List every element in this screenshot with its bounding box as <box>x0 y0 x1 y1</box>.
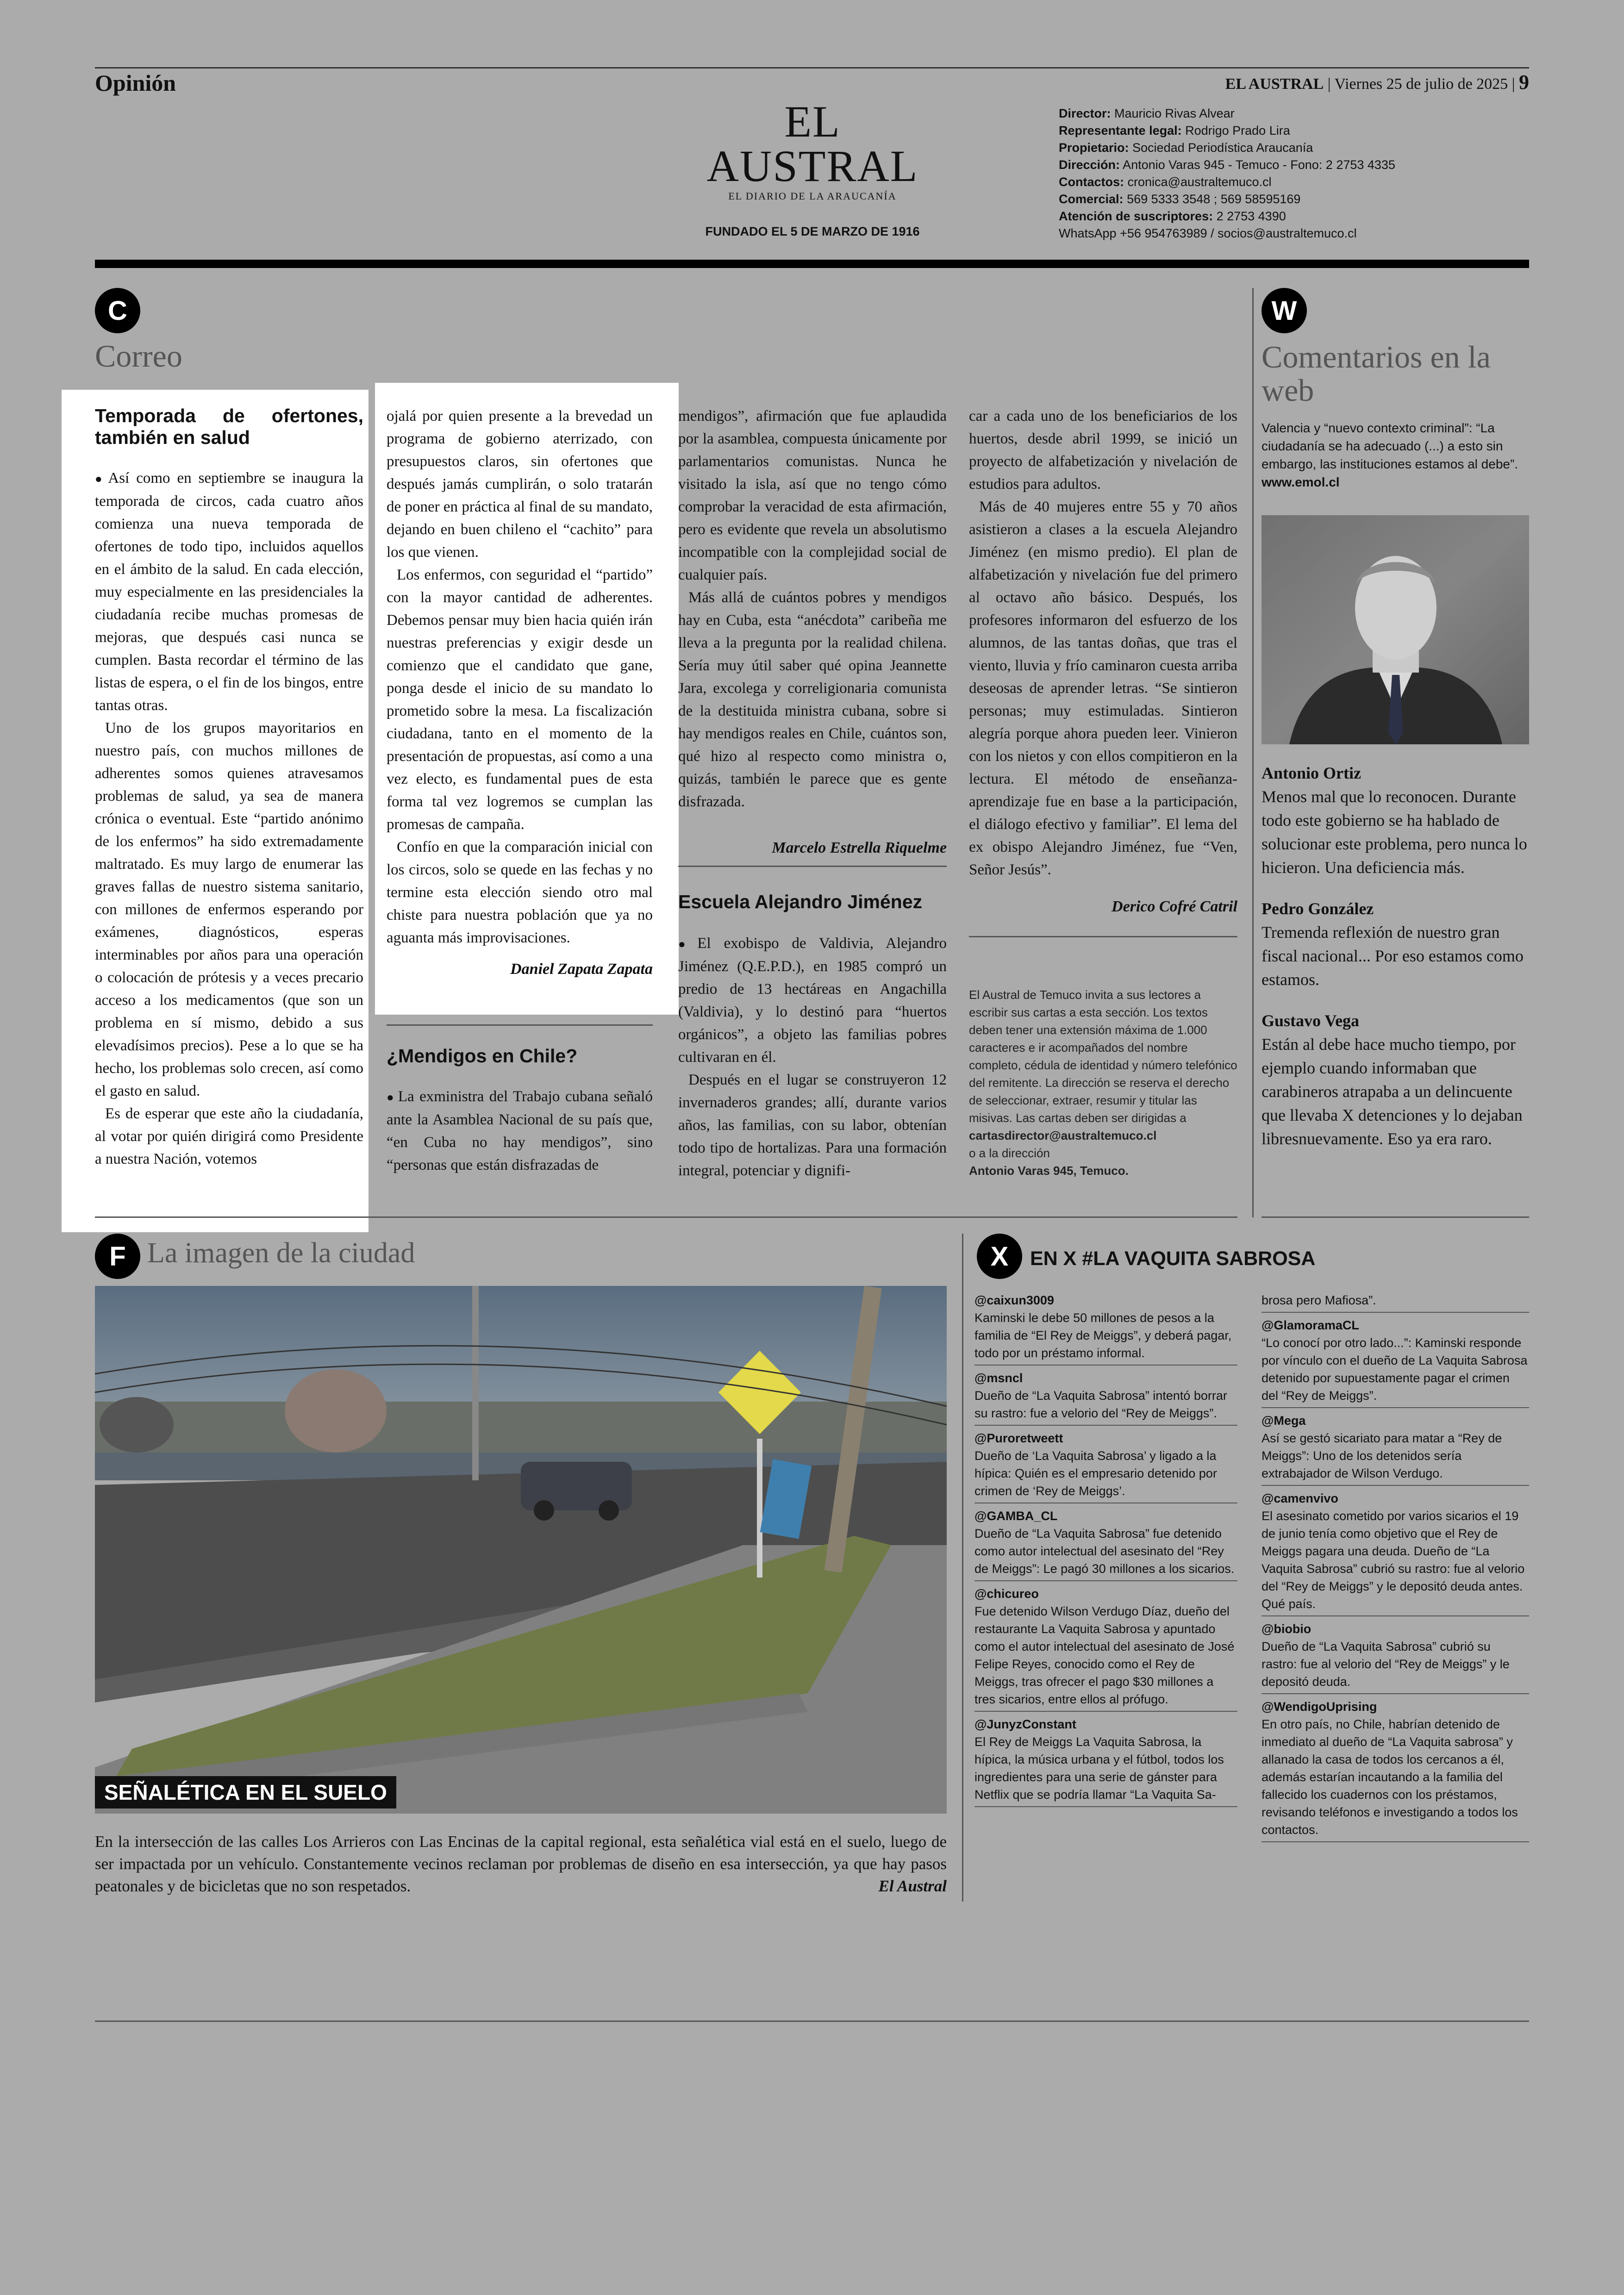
letter2-p1: ● La exministra del Trabajo cubana señaló ante la Asamblea Nacional de su país que, “en Cuba no hay mendigos”, sino “personas que están disfrazadas de <box>387 1085 653 1177</box>
tweet-handle: @WendigoUprising <box>1262 1700 1377 1714</box>
staff-line <box>1059 156 1395 174</box>
letter2-p3: Más allá de cuántos pobres y mendigos hay en Cuba, esta “anécdota” caribeña me lleva a la pregunta por la realidad chilena. Sería muy útil saber qué opina Jeannette Jara, excolega y correligionaria comunista de la destituida ministra cubana, sobre si hay mendigos reales en Chile, cuántos son, qué hizo al respecto como ministra o, quizás, también le parece que es gente disfrazada. <box>678 589 947 810</box>
x-tweets-left <box>974 1291 1237 1811</box>
tweet <box>1262 1291 1529 1313</box>
web-comment-text: Están al debe hace mucho tiempo, por ejemplo cuando informaban que carabineros atrapaba a un delincuente que llevaba X detenciones y lo dejaban libresnuevamente. Eso ya era raro. <box>1262 1035 1523 1148</box>
tweet-text: Dueño de “La Vaquita Sabrosa” cubrió su rastro: fue al velorio del “Rey de Meiggs” y le depositó deuda. <box>1262 1640 1510 1689</box>
page-number: 9 <box>1519 71 1529 94</box>
tweet <box>974 1507 1237 1581</box>
staff-label: Atención de suscriptores: <box>1059 209 1213 223</box>
letter1-p4: ojalá por quien presente a la brevedad un programa de gobierno aterrizado, con presupuestos claros, sin ofertones que después jamás cumplirán, o solo tratarán de poner en práctica al final de su mandato, dejando en buen chileno el “cachito” para los que vienen. <box>387 408 653 561</box>
staff-line <box>1059 139 1395 156</box>
issue-line: EL AUSTRAL | Viernes 25 de julio de 2025 | 9 <box>1225 71 1529 94</box>
photo-tag: SEÑALÉTICA EN EL SUELO <box>95 1776 396 1809</box>
col4-rule <box>969 936 1237 937</box>
web-source: www.emol.cl <box>1262 475 1340 489</box>
staff-value: 569 5333 3548 ; 569 58595169 <box>1123 192 1301 206</box>
letter1-p5: Los enfermos, con seguridad el “partido” con la mayor cantidad de adherentes. Debemos pensar muy bien hacia quién irán nuestras preferencias y exigir desde un comienzo que el candidato que gane, ponga desde el inicio de su mandato lo prometido sobre la mesa. La fiscalización ciudadana, tanto en el momento de la presentación de propuestas, así como a una vez electo, es fundamental pues de esta forma tal vez logremos se cumplan las promesas de campaña. <box>387 567 653 833</box>
letter1-headline: Temporada de ofertones, también en salud <box>95 405 363 448</box>
staff-value: Rodrigo Prado Lira <box>1181 124 1290 137</box>
web-title: Comentarios en la web <box>1262 339 1491 408</box>
section-rule-right <box>1262 1216 1529 1218</box>
tweet-text: Dueño de “La Vaquita Sabrosa” intentó borrar su rastro: fue a velorio del “Rey de Meiggs”. <box>974 1389 1227 1420</box>
tweet-handle: @biobio <box>1262 1622 1312 1636</box>
tweet-handle: @JunyzConstant <box>974 1717 1076 1731</box>
tweet-text: Dueño de ‘La Vaquita Sabrosa’ y ligado a la hípica: Quién es el empresario detenido por crimen de ‘Rey de Meiggs’. <box>974 1449 1217 1498</box>
letter2-headline: ¿Mendigos en Chile? <box>387 1045 578 1066</box>
web-intro-text: Valencia y “nuevo contexto criminal”: “La ciudadanía se ha adecuado (...) a esto sin embargo, las instituciones estamos al debe”. <box>1262 421 1518 471</box>
web-divider <box>1252 288 1254 1217</box>
staff-box <box>1059 105 1395 242</box>
tweet <box>1262 1412 1529 1486</box>
col3-rule <box>678 866 947 867</box>
web-badge: W <box>1262 288 1307 333</box>
correo-badge: C <box>95 288 140 333</box>
web-intro <box>1262 419 1529 491</box>
x-divider <box>962 1234 963 1902</box>
staff-value: 2 2753 4390 <box>1213 209 1286 223</box>
web-comment <box>1262 897 1529 992</box>
staff-value: Mauricio Rivas Alvear <box>1111 106 1235 120</box>
staff-value: Antonio Varas 945 - Temuco - Fono: 2 2753 4335 <box>1120 158 1395 172</box>
staff-value: cronica@australtemuco.cl <box>1124 175 1272 189</box>
tweet-handle: @GlamoramaCL <box>1262 1318 1359 1332</box>
issue-date: Viernes 25 de julio de 2025 <box>1334 75 1508 93</box>
tweet-text: Fue detenido Wilson Verdugo Díaz, dueño del restaurante La Vaquita Sabrosa y apuntado como el autor intelectual del asesinato de José Felipe Reyes, conocido como el Rey de Meiggs, tras ofrecer el pago $30 millones a tres sicarios, entre ellos al prófugo. <box>974 1604 1235 1706</box>
staff-line <box>1059 122 1395 139</box>
letter3-p1: ● El exobispo de Valdivia, Alejandro Jiménez (Q.E.P.D.), en 1985 compró un predio de 13 hectáreas en Angachilla (Valdivia), y lo destinó para “huertos orgánicos”, a objeto las familias pobres cultivaran en él. <box>678 932 947 1069</box>
letter3-col3 <box>678 891 947 1182</box>
letter1-col1 <box>95 405 363 1171</box>
letter1-p2: Uno de los grupos mayoritarios en nuestro país, con muchos millones de adherentes somos quienes atravesamos problemas de salud, ya sea de manera crónica o eventual. Este “partido anónimo de los enfermos” ha sido extremadamente maltratado. Es muy largo de enumerar las graves fallas de nuestro sistema sanitario, con millones de enfermos esperando por exámenes, diagnósticos, esperas interminables por años para una operación o colocación de prótesis y a veces precario acceso a los medicamentos (que son un problema en sí mismo, debido a sus elevadísimos precios). Pese a lo que se ha hecho, los problemas solo crecen, así como el gasto en salud. <box>95 720 363 1099</box>
web-comment <box>1262 761 1529 879</box>
tweet-text: Kaminski le debe 50 millones de pesos a la familia de “El Rey de Meiggs”, y deberá pagar, todo por un préstamo informal. <box>974 1311 1232 1360</box>
letter3-col4 <box>969 405 1237 918</box>
staff-line <box>1059 225 1395 242</box>
tweet-handle: @Puroretweett <box>974 1431 1063 1445</box>
letter3-headline: Escuela Alejandro Jiménez <box>678 891 923 912</box>
letter2-signature: Marcelo Estrella Riquelme <box>772 839 947 856</box>
image-title: La imagen de la ciudad <box>147 1237 415 1269</box>
header-thick-rule <box>95 260 1529 268</box>
tweet-text: El asesinato cometido por varios sicarios el 19 de junio tenía como objetivo que el Rey de Meiggs pagara una deuda. Dueño de “La Vaquita Sabrosa” cubrió su rastro: fue al velorio del “Rey de Meiggs” y le depositó deuda antes. Qué país. <box>1262 1509 1525 1611</box>
staff-line <box>1059 208 1395 225</box>
top-rule <box>95 67 1529 69</box>
web-comment-author: Gustavo Vega <box>1262 1011 1360 1030</box>
letter1-col2 <box>387 405 653 980</box>
letter1-signature: Daniel Zapata Zapata <box>510 960 653 978</box>
photo-caption <box>95 1831 947 1897</box>
staff-label: Director: <box>1059 106 1111 120</box>
web-comment-author: Pedro González <box>1262 899 1374 918</box>
letter1-p1: ● Así como en septiembre se inaugura la temporada de circos, cada cuatro años comienza una nueva temporada de ofertones de todo tipo, incluidos aquellos en el ámbito de la salud. En cada elección, muy especialmente en las presidenciales la ciudadanía recibe muchas promesas de mejoras, que después casi nunca se cumplen. Basta recordar el término de las listas de espera, o el fin de los bingos, entre tantas otras. <box>95 467 363 717</box>
web-comment-text: Menos mal que lo reconocen. Durante todo este gobierno se ha hablado de solucionar este problema, pero nunca lo hicieron. Una deficiencia más. <box>1262 787 1527 877</box>
notice-address: Antonio Varas 945, Temuco. <box>969 1164 1129 1178</box>
x-badge: X <box>977 1234 1022 1279</box>
tweet-text: Dueño de “La Vaquita Sabrosa” fue detenido como autor intelectual del asesinato del “Rey de Meiggs”: Le pagó 30 millones a los sicarios. <box>974 1527 1235 1576</box>
footer-rule <box>95 2021 1529 2022</box>
tweet-handle: @msncl <box>974 1371 1023 1385</box>
letter3-signature: Derico Cofré Catril <box>1112 898 1237 915</box>
image-badge: F <box>95 1234 140 1279</box>
tweet <box>1262 1620 1529 1694</box>
issue-paper: EL AUSTRAL <box>1225 75 1324 93</box>
tweet <box>1262 1490 1529 1616</box>
tweet-handle: @GAMBA_CL <box>974 1509 1058 1523</box>
tweet-text: Así se gestó sicariato para matar a “Rey de Meiggs”: Uno de los detenidos sería extrabajador de Wilson Verdugo. <box>1262 1431 1502 1480</box>
letter1-p6: Confío en que la comparación inicial con los circos, solo se quede en las fechas y no termine esta elección siendo otro mal chiste para nuestra población que ya no aguanta más improvisaciones. <box>387 839 653 946</box>
street-photo <box>95 1286 947 1814</box>
staff-line <box>1059 105 1395 122</box>
founded-line: FUNDADO EL 5 DE MARZO DE 1916 <box>705 225 920 238</box>
web-comments <box>1262 761 1529 1168</box>
letter2-p2: mendigos”, afirmación que fue aplaudida por la asamblea, compuesta únicamente por parlamentarios comunistas. Nunca he visitado la isla, así que no tengo cómo comprobar la veracidad de esta afirmación, pero es evidente que revela un absolutismo incompatible con la complejidad social de cualquier país. <box>678 408 947 583</box>
caption-credit: El Austral <box>878 1877 947 1895</box>
tweet <box>1262 1316 1529 1408</box>
tweet-text: “Lo conocí por otro lado...”: Kaminski responde por vínculo con el dueño de La Vaquita Sabrosa detenido por supuestamente pagar el crimen del “Rey de Meiggs”. <box>1262 1336 1528 1403</box>
staff-label: Representante legal: <box>1059 124 1182 137</box>
staff-label: Dirección: <box>1059 158 1120 172</box>
section-rule-left <box>95 1216 1237 1218</box>
caption-text: En la intersección de las calles Los Arrieros con Las Encinas de la capital regional, esta señalética vial está en el suelo, luego de ser impactada por un vehículo. Constantemente vecinos reclaman por problemas de diseño en esa intersección, ya que hay pasos peatonales y de bicicletas que no son respetados. <box>95 1833 947 1895</box>
staff-line <box>1059 191 1395 208</box>
correo-title: Correo <box>95 338 182 374</box>
tweet-text: En otro país, no Chile, habrían detenido de inmediato al dueño de “La Vaquita sabrosa” y allanado la casa de todos los cercanos a él, además estarían incautando a la familia del fallecido los cuadernos con los préstamos, revisando teléfonos e investigando a todos los contactos. <box>1262 1717 1518 1837</box>
masthead-name: EL AUSTRAL <box>706 97 918 191</box>
tweet <box>974 1369 1237 1426</box>
staff-value: Sociedad Periodística Araucanía <box>1129 141 1313 155</box>
tweet <box>1262 1698 1529 1842</box>
staff-label: Propietario: <box>1059 141 1129 155</box>
letter3-p4: Más de 40 mujeres entre 55 y 70 años asistieron a clases a la escuela Alejandro Jiménez (en mismo predio). El plan de alfabetización y nivelación fue del primero al octavo año básico. Después, los profesores informaron del esfuerzo de los alumnos, de las tantas doñas, que tras el viento, lluvia y frío caminaron cuesta arriba deseosas de aprender letras. “Se sintieron personas; muy estimuladas. Sintieron alegría porque ahora pueden leer. Vinieron con los nietos y con ellos compitieron en la lectura. El método de enseñanza-aprendizaje fue en base a la participación, el diálogo efectivo y familiar”. El lema del ex obispo Alejandro Jiménez, fue “Ven, Señor Jesús”. <box>969 499 1237 878</box>
letter1-p3: Es de esperar que este año la ciudadanía, al votar por quién dirigirá como Presidente a nuestra Nación, votemos <box>95 1105 363 1167</box>
notice-text: El Austral de Temuco invita a sus lectores a escribir sus cartas a esta sección. Los textos deben tener una extensión máxima de 1.000 caracteres e ir acompañados del nombre completo, cédula de identidad y número telefónico del remitente. La dirección se reserva el derecho de seleccionar, extraer, resumir y titular las misivas. Las cartas deben ser dirigidas a <box>969 988 1237 1125</box>
x-tweets-right <box>1262 1291 1529 1846</box>
tweet-handle: @caixun3009 <box>974 1293 1054 1307</box>
web-comment-text: Tremenda reflexión de nuestro gran fiscal nacional... Por eso estamos como estamos. <box>1262 923 1524 989</box>
notice-email: cartasdirector@australtemuco.cl <box>969 1129 1157 1142</box>
tweet-text: brosa pero Mafiosa”. <box>1262 1293 1376 1307</box>
masthead-tagline: EL DIARIO DE LA ARAUCANÍA <box>728 190 897 202</box>
staff-label: Comercial: <box>1059 192 1124 206</box>
tweet <box>974 1429 1237 1503</box>
notice-or: o a la dirección <box>969 1146 1050 1160</box>
letter2-col3 <box>678 405 947 859</box>
masthead <box>697 97 928 239</box>
letter3-p2: Después en el lugar se construyeron 12 invernaderos grandes; allí, durante varios años, las familias, con su labor, obtenían todo tipo de hortalizas. Para una formación integral, potenciar y dignifi- <box>678 1072 947 1179</box>
letter3-p3: car a cada uno de los beneficiarios de los huertos, desde abril 1999, se inició un proyecto de alfabetización y nivelación de estudios para adultos. <box>969 408 1237 493</box>
x-title: EN X #LA VAQUITA SABROSA <box>1030 1247 1316 1270</box>
tweet-handle: @Mega <box>1262 1414 1306 1428</box>
letter2-col2 <box>387 1045 653 1177</box>
web-comment <box>1262 1009 1529 1151</box>
letters-notice <box>969 986 1237 1179</box>
tweet <box>974 1291 1237 1366</box>
tweet-handle: @camenvivo <box>1262 1491 1338 1505</box>
tweet <box>974 1585 1237 1712</box>
tweet <box>974 1715 1237 1807</box>
tweet-handle: @chicureo <box>974 1587 1039 1601</box>
section-label: Opinión <box>95 70 176 96</box>
portrait-photo <box>1262 515 1529 744</box>
web-comment-author: Antonio Ortiz <box>1262 764 1361 782</box>
col2-rule <box>387 1024 653 1026</box>
staff-value: WhatsApp +56 954763989 / socios@australtemuco.cl <box>1059 226 1357 240</box>
tweet-text: El Rey de Meiggs La Vaquita Sabrosa, la hípica, la música urbana y el fútbol, todos los ingredientes para una serie de gánster para Netflix que se podría llamar “La Vaquita Sa- <box>974 1735 1224 1802</box>
staff-line <box>1059 174 1395 191</box>
staff-label: Contactos: <box>1059 175 1124 189</box>
